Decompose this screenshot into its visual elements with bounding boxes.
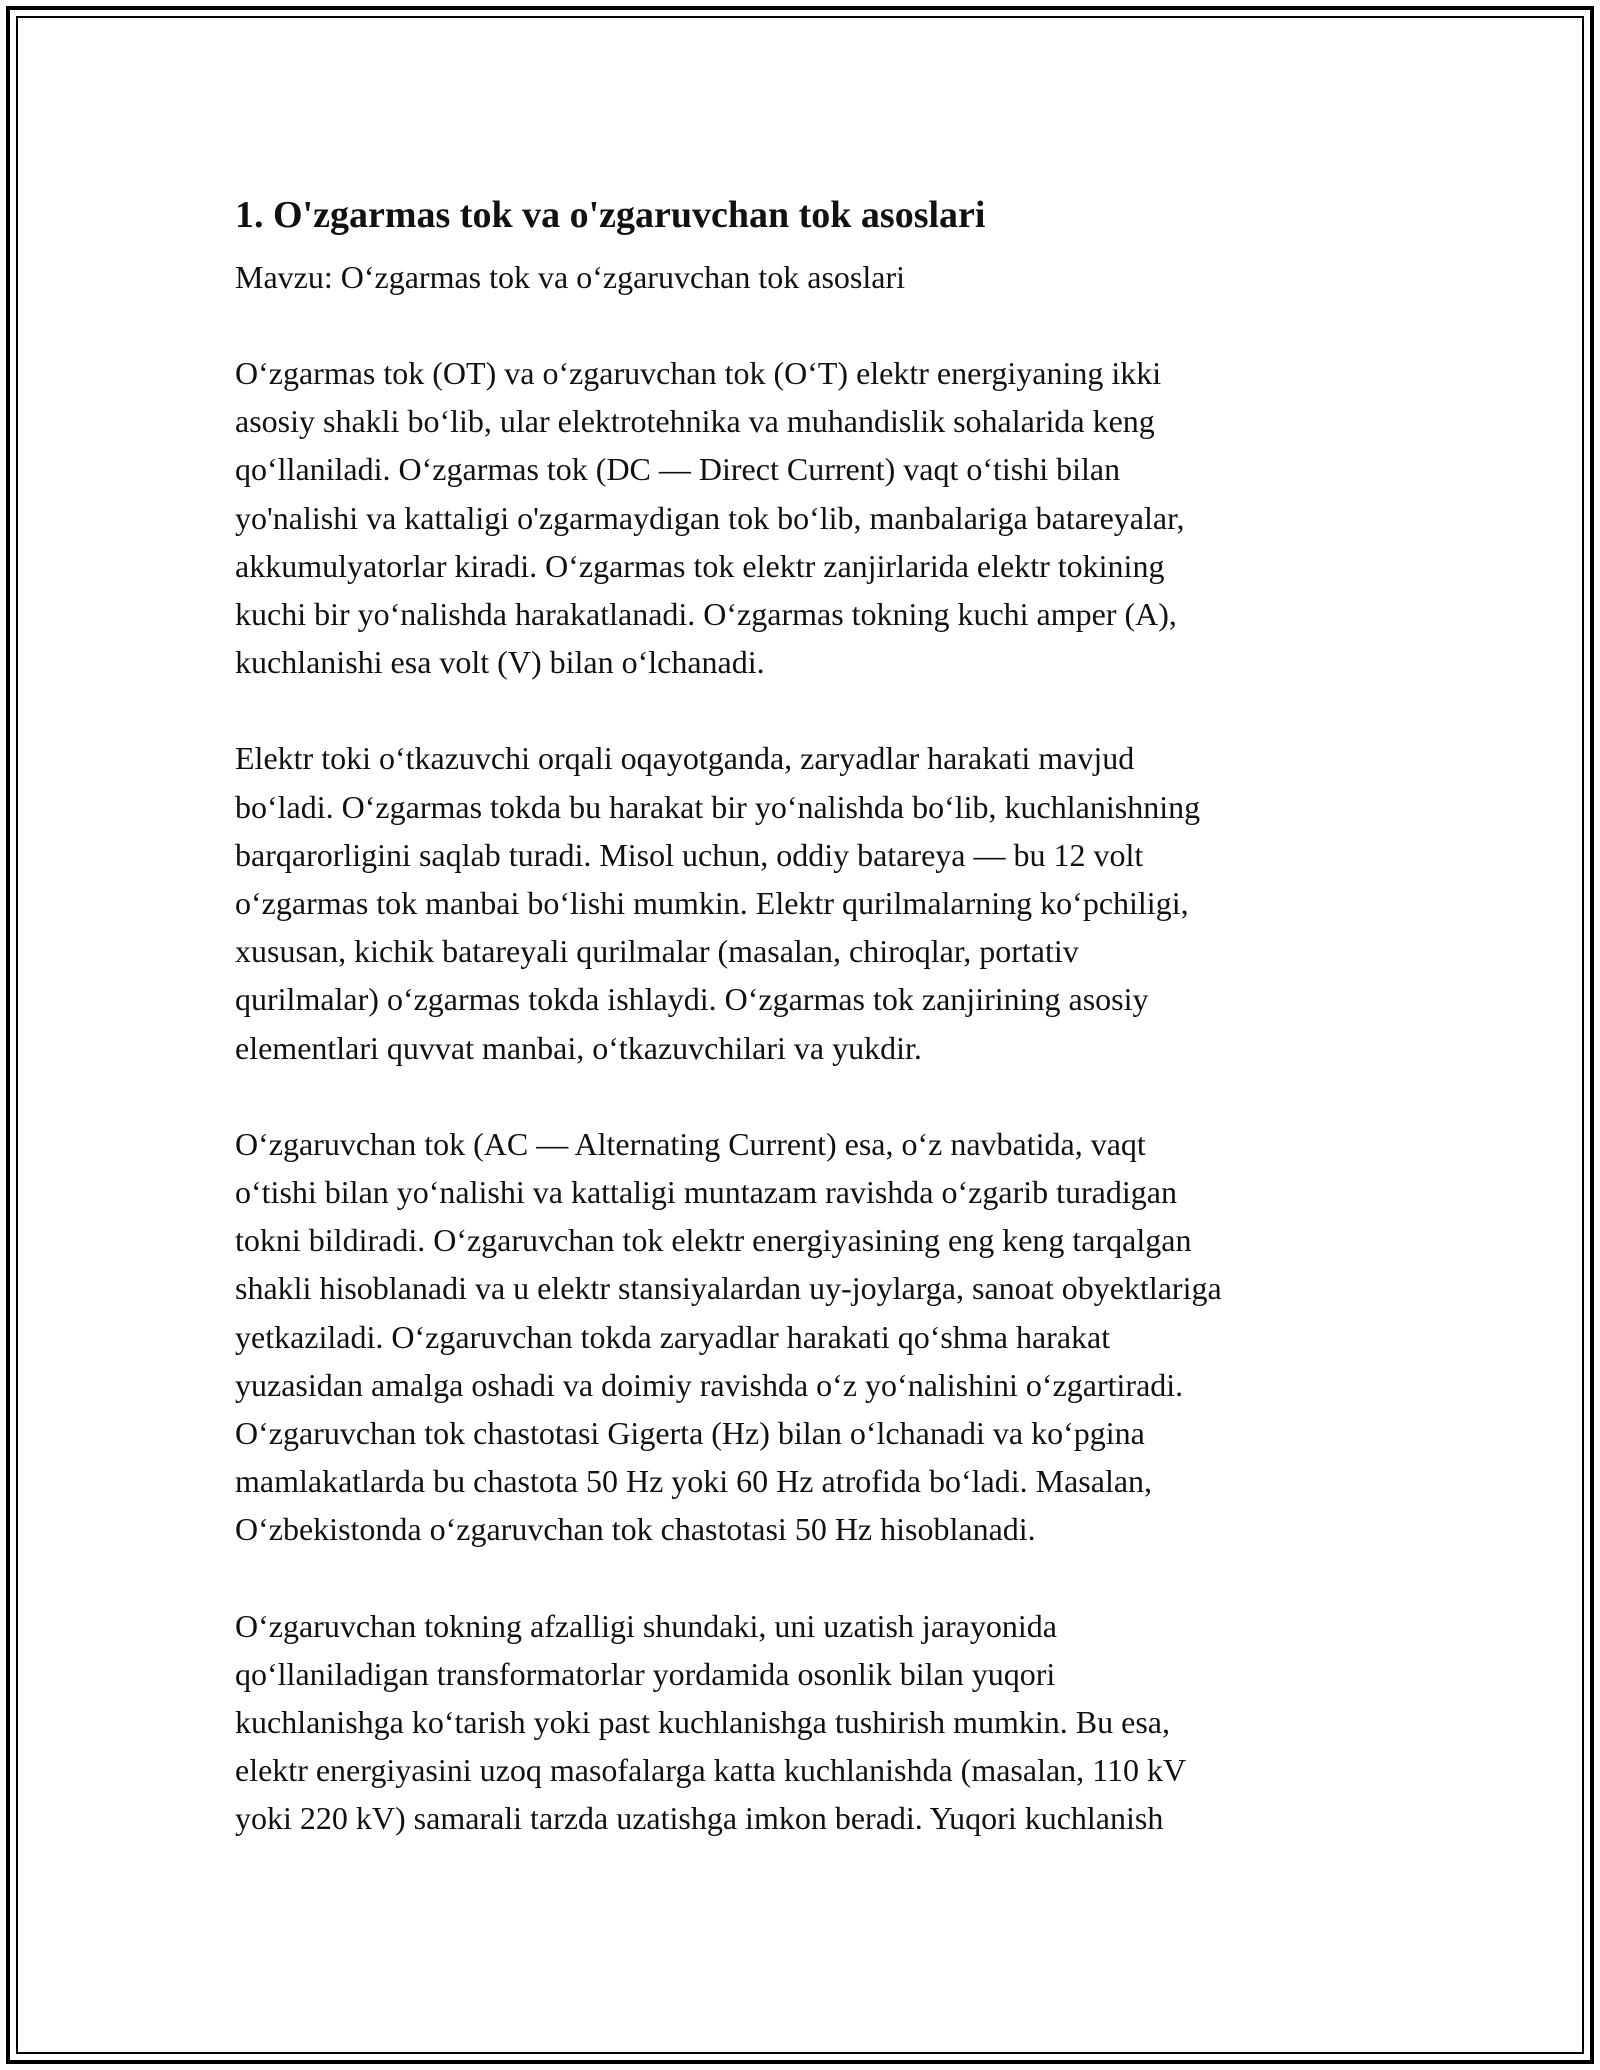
paragraph-2: Elektr toki o‘tkazuvchi orqali oqayotganda, zaryadlar harakati mavjud bo‘ladi. O‘zgarmas tokda bu harakat bir yo‘nalishda bo‘lib, kuchlanishning barqarorligini saqlab turadi. Misol uchun, oddiy batareya — bu 12 volt o‘zgarmas tok manbai bo‘lishi mumkin. Elektr qurilmalarning ko‘pchiligi, xususan, kichik batareyali qurilmalar (masalan, chiroqlar, portativ qurilmalar) o‘zgarmas tokda ishlaydi. O‘zgarmas tok zanjirining asosiy elementlari quvvat manbai, o‘tkazuvchilari va yukdir.: [235, 740, 1201, 1066]
document-body: [235, 183, 1375, 1891]
paragraph-3: O‘zgaruvchan tok (AC — Alternating Current) esa, o‘z navbatida, vaqt o‘tishi bilan yo‘nalishi va kattaligi muntazam ravishda o‘zgarib turadigan tokni bildiradi. O‘zgaruvchan tok elektr energiyasining eng keng tarqalgan shakli hisoblanadi va u elektr stansiyalardan uy-joylarga, sanoat obyektlariga yetkaziladi. O‘zgaruvchan tokda zaryadlar harakati qo‘shma harakat yuzasidan amalga oshadi va doimiy ravishda o‘z yo‘nalishini o‘zgartiradi. O‘zgaruvchan tok chastotasi Gigerta (Hz) bilan o‘lchanadi va ko‘pgina mamlakatlarda bu chastota 50 Hz yoki 60 Hz atrofida bo‘ladi. Masalan, O‘zbekistonda o‘zgaruvchan tok chastotasi 50 Hz hisoblanadi.: [235, 1125, 1222, 1548]
paragraph-1: O‘zgarmas tok (OT) va o‘zgaruvchan tok (O‘T) elektr energiyaning ikki asosiy shakli bo‘lib, ular elektrotehnika va muhandislik sohalarida keng qo‘llaniladi. O‘zgarmas tok (DC — Direct Current) vaqt o‘tishi bilan yo'nalishi va kattaligi o'zgarmaydigan tok bo‘lib, manbalariga batareyalar, akkumulyatorlar kiradi. O‘zgarmas tok elektr zanjirlarida elektr tokining kuchi bir yo‘nalishda harakatlanadi. O‘zgarmas tokning kuchi amper (A), kuchlanishi esa volt (V) bilan o‘lchanadi.: [235, 355, 1185, 681]
document-subject: Mavzu: O‘zgarmas tok va o‘zgaruvchan tok asoslari: [235, 259, 905, 295]
paragraph-4: O‘zgaruvchan tokning afzalligi shundaki, uni uzatish jarayonida qo‘llaniladigan transformatorlar yordamida osonlik bilan yuqori kuchlanishga ko‘tarish yoki past kuchlanishga tushirish mumkin. Bu esa, elektr energiyasini uzoq masofalarga katta kuchlanishda (masalan, 110 kV yoki 220 kV) samarali tarzda uzatishga imkon beradi. Yuqori kuchlanish: [235, 1607, 1187, 1837]
document-title: 1. O'zgarmas tok va o'zgaruvchan tok asoslari: [235, 194, 986, 236]
